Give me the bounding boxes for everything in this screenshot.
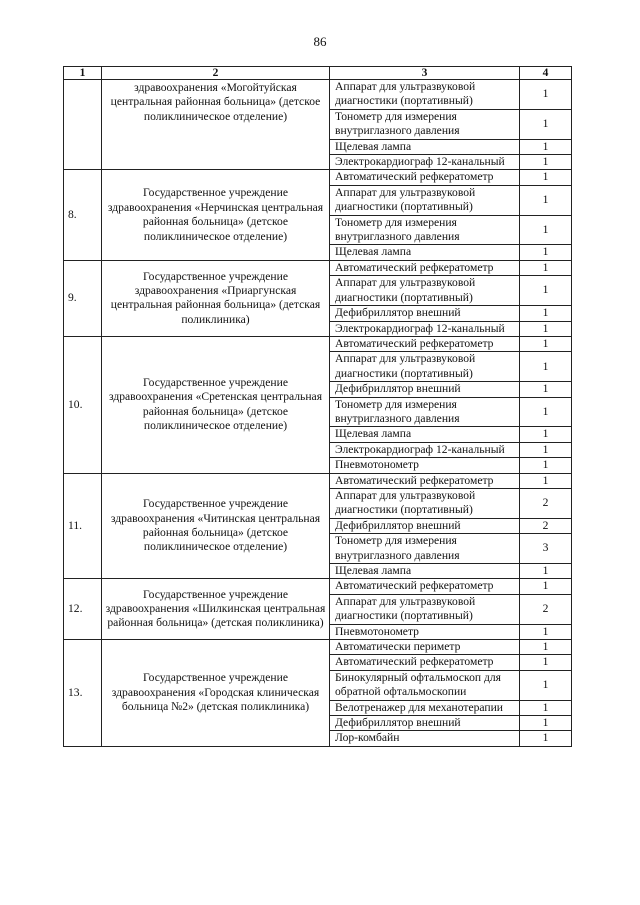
organization-name: Государственное учреждение здравоохранения «Нерчинская центральная районная больница» (детское поликлиническое отделение) [102, 170, 330, 260]
device-name: Электрокардиограф 12-канальный [330, 155, 520, 170]
device-name: Щелевая лампа [330, 245, 520, 260]
device-name: Автоматический рефкератометр [330, 336, 520, 351]
device-quantity: 3 [520, 534, 572, 564]
device-name: Дефибриллятор внешний [330, 518, 520, 533]
device-quantity: 1 [520, 215, 572, 245]
device-quantity: 1 [520, 427, 572, 442]
device-quantity: 1 [520, 139, 572, 154]
device-quantity: 2 [520, 518, 572, 533]
device-name: Щелевая лампа [330, 564, 520, 579]
device-quantity: 1 [520, 670, 572, 700]
table-row [64, 170, 572, 185]
device-quantity: 1 [520, 397, 572, 427]
device-quantity: 1 [520, 276, 572, 306]
device-name: Тонометр для измерения внутриглазного давления [330, 109, 520, 139]
table-body [64, 80, 572, 747]
header-col-4: 4 [520, 67, 572, 80]
device-name: Аппарат для ультразвуковой диагностики (портативный) [330, 352, 520, 382]
organization-name: Государственное учреждение здравоохранения «Сретенская центральная районная больница» (детское поликлиническое отделение) [102, 336, 330, 473]
header-row [64, 67, 572, 80]
row-number: 13. [64, 640, 102, 747]
device-name: Щелевая лампа [330, 139, 520, 154]
organization-name: Государственное учреждение здравоохранения «Городская клиническая больница №2» (детская поликлиника) [102, 640, 330, 747]
device-name: Электрокардиограф 12-канальный [330, 321, 520, 336]
device-quantity: 1 [520, 260, 572, 275]
header-col-1: 1 [64, 67, 102, 80]
device-quantity: 1 [520, 624, 572, 639]
device-name: Автоматический рефкератометр [330, 655, 520, 670]
device-quantity: 1 [520, 716, 572, 731]
equipment-table [63, 66, 572, 747]
device-quantity: 1 [520, 185, 572, 215]
device-quantity: 1 [520, 352, 572, 382]
device-name: Аппарат для ультразвуковой диагностики (портативный) [330, 594, 520, 624]
device-name: Лор-комбайн [330, 731, 520, 746]
header-col-3: 3 [330, 67, 520, 80]
row-number: 12. [64, 579, 102, 640]
device-name: Дефибриллятор внешний [330, 306, 520, 321]
device-quantity: 1 [520, 245, 572, 260]
device-quantity: 1 [520, 731, 572, 746]
header-col-2: 2 [102, 67, 330, 80]
device-name: Тонометр для измерения внутриглазного давления [330, 534, 520, 564]
device-name: Пневмотонометр [330, 624, 520, 639]
device-name: Автоматический рефкератометр [330, 473, 520, 488]
device-name: Тонометр для измерения внутриглазного давления [330, 397, 520, 427]
table-row [64, 640, 572, 655]
table-row [64, 473, 572, 488]
device-name: Тонометр для измерения внутриглазного давления [330, 215, 520, 245]
device-name: Автоматический рефкератометр [330, 260, 520, 275]
row-number: 11. [64, 473, 102, 579]
table-row [64, 336, 572, 351]
device-quantity: 1 [520, 473, 572, 488]
device-quantity: 2 [520, 594, 572, 624]
device-quantity: 1 [520, 382, 572, 397]
device-quantity: 1 [520, 640, 572, 655]
device-name: Дефибриллятор внешний [330, 382, 520, 397]
device-quantity: 1 [520, 170, 572, 185]
device-name: Дефибриллятор внешний [330, 716, 520, 731]
device-name: Бинокулярный офтальмоскоп для обратной офтальмоскопии [330, 670, 520, 700]
device-name: Щелевая лампа [330, 427, 520, 442]
device-name: Велотренажер для механотерапии [330, 700, 520, 715]
organization-name: Государственное учреждение здравоохранения «Шилкинская центральная районная больница» (детская поликлиника) [102, 579, 330, 640]
device-name: Автоматический рефкератометр [330, 579, 520, 594]
device-quantity: 1 [520, 109, 572, 139]
device-name: Автоматический рефкератометр [330, 170, 520, 185]
device-quantity: 1 [520, 655, 572, 670]
row-number: 10. [64, 336, 102, 473]
device-quantity: 1 [520, 564, 572, 579]
row-number: 8. [64, 170, 102, 260]
device-name: Аппарат для ультразвуковой диагностики (портативный) [330, 185, 520, 215]
device-quantity: 1 [520, 306, 572, 321]
device-quantity: 1 [520, 579, 572, 594]
device-name: Автоматически периметр [330, 640, 520, 655]
row-number: 9. [64, 260, 102, 336]
device-quantity: 1 [520, 458, 572, 473]
organization-name: Государственное учреждение здравоохранения «Читинская центральная районная больница» (детское поликлиническое отделение) [102, 473, 330, 579]
row-number [64, 80, 102, 170]
device-quantity: 2 [520, 488, 572, 518]
device-quantity: 1 [520, 442, 572, 457]
page-number: 86 [313, 34, 327, 49]
organization-name: Государственное учреждение здравоохранения «Приаргунская центральная районная больница» (детская поликлиника) [102, 260, 330, 336]
device-name: Пневмотонометр [330, 458, 520, 473]
device-name: Аппарат для ультразвуковой диагностики (портативный) [330, 488, 520, 518]
device-name: Аппарат для ультразвуковой диагностики (портативный) [330, 276, 520, 306]
organization-name: здравоохранения «Могойтуйская центральная районная больница» (детское поликлиническое отделение) [102, 80, 330, 170]
device-name: Аппарат для ультразвуковой диагностики (портативный) [330, 80, 520, 110]
device-quantity: 1 [520, 336, 572, 351]
table-row [64, 579, 572, 594]
device-quantity: 1 [520, 80, 572, 110]
device-quantity: 1 [520, 700, 572, 715]
table-row [64, 80, 572, 110]
table-row [64, 260, 572, 275]
device-name: Электрокардиограф 12-канальный [330, 442, 520, 457]
device-quantity: 1 [520, 155, 572, 170]
device-quantity: 1 [520, 321, 572, 336]
